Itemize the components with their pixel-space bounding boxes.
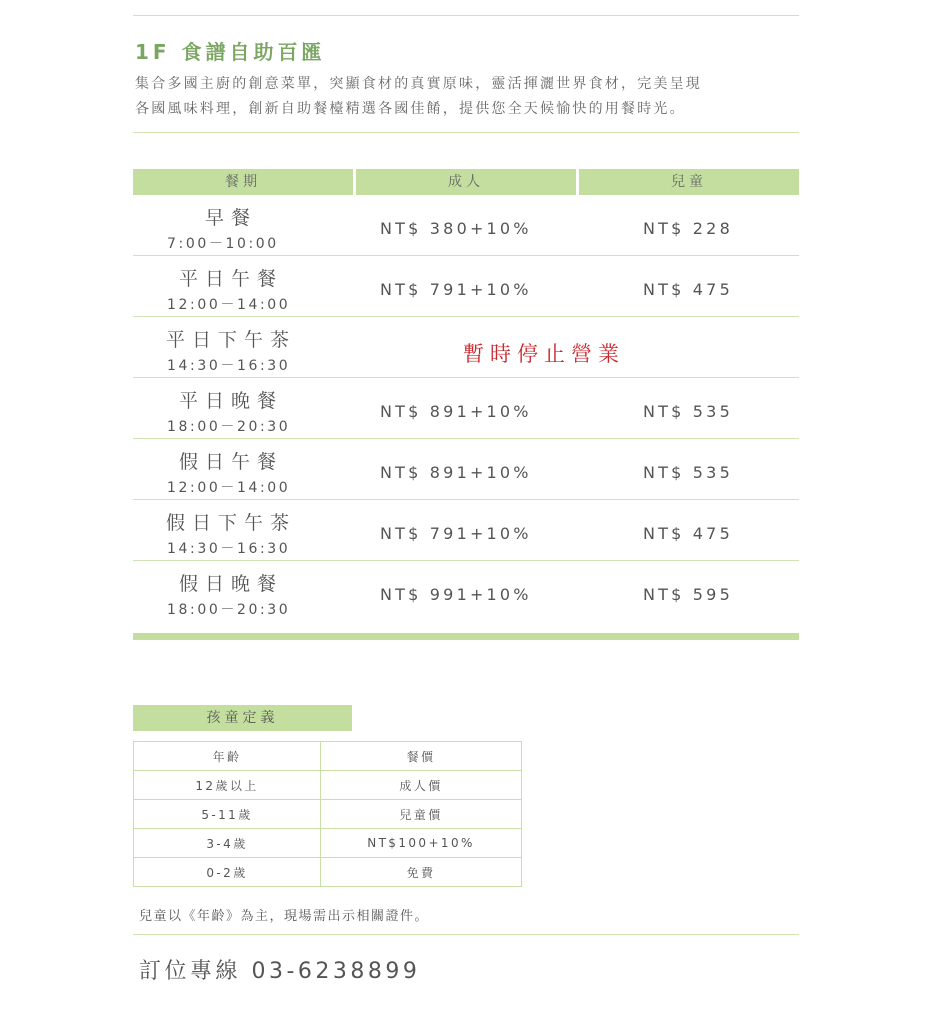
page-title: 1F 食譜自助百匯 <box>135 40 326 64</box>
header-meal-price: 餐價 <box>321 742 522 771</box>
reservation-hotline[interactable]: 訂位專線 03-6238899 <box>139 959 421 984</box>
table-row <box>134 858 522 887</box>
meal-time: 12:00－14:00 <box>167 297 291 313</box>
table-row <box>134 829 522 858</box>
meal-time: 18:00－20:30 <box>167 602 291 618</box>
price-row-weekday-afternoon-tea <box>133 317 799 378</box>
meal-time: 12:00－14:00 <box>167 480 291 496</box>
price-table-bottom-bar <box>133 633 799 640</box>
child-price: NT$ 535 <box>643 463 733 482</box>
meal-name: 平日午餐 <box>178 268 283 290</box>
meal-time: 14:30－16:30 <box>167 358 291 374</box>
child-definition-table <box>133 741 522 887</box>
closed-notice: 暫時停止營業 <box>463 342 625 366</box>
header-age: 年齡 <box>134 742 321 771</box>
child-definition-note: 兒童以《年齡》為主，現場需出示相關證件。 <box>139 909 430 924</box>
footer-divider <box>133 934 799 935</box>
price-cell: 免費 <box>321 858 522 887</box>
price-row-weekday-dinner <box>133 378 799 439</box>
table-row <box>134 800 522 829</box>
price-table-header <box>133 169 799 195</box>
adult-price: NT$ 791+10% <box>380 280 532 299</box>
top-divider <box>133 15 799 16</box>
price-table <box>133 169 799 627</box>
header-meal-period: 餐期 <box>133 169 353 195</box>
age-cell: 0-2歲 <box>134 858 321 887</box>
section-divider <box>133 132 799 133</box>
age-cell: 5-11歲 <box>134 800 321 829</box>
price-row-breakfast <box>133 195 799 256</box>
meal-time: 14:30－16:30 <box>167 541 291 557</box>
adult-price: NT$ 891+10% <box>380 463 532 482</box>
price-cell: 兒童價 <box>321 800 522 829</box>
meal-time: 18:00－20:30 <box>167 419 291 435</box>
restaurant-description <box>135 72 805 122</box>
table-row <box>134 742 522 771</box>
age-cell: 3-4歲 <box>134 829 321 858</box>
meal-name: 假日午餐 <box>178 451 283 473</box>
price-row-holiday-lunch <box>133 439 799 500</box>
adult-price: NT$ 380+10% <box>380 219 532 238</box>
header-child: 兒童 <box>579 169 799 195</box>
child-price: NT$ 595 <box>643 585 733 604</box>
description-line: 集合多國主廚的創意菜單，突顯食材的真實原味，靈活揮灑世界食材，完美呈現 <box>135 76 702 92</box>
child-price: NT$ 228 <box>643 219 733 238</box>
adult-price: NT$ 991+10% <box>380 585 532 604</box>
price-cell: NT$100+10% <box>321 829 522 858</box>
price-row-weekday-lunch <box>133 256 799 317</box>
meal-name: 平日晚餐 <box>178 390 283 412</box>
price-row-holiday-afternoon-tea <box>133 500 799 561</box>
meal-name: 假日下午茶 <box>165 512 296 534</box>
adult-price: NT$ 891+10% <box>380 402 532 421</box>
meal-name: 早餐 <box>204 207 257 229</box>
child-price: NT$ 475 <box>643 280 733 299</box>
meal-time: 7:00－10:00 <box>167 236 279 252</box>
child-definition-label: 孩童定義 <box>133 705 352 731</box>
price-row-holiday-dinner <box>133 561 799 627</box>
child-price: NT$ 475 <box>643 524 733 543</box>
price-cell: 成人價 <box>321 771 522 800</box>
child-price: NT$ 535 <box>643 402 733 421</box>
header-adult: 成人 <box>356 169 576 195</box>
age-cell: 12歲以上 <box>134 771 321 800</box>
description-line: 各國風味料理，創新自助餐檯精選各國佳餚，提供您全天候愉快的用餐時光。 <box>135 101 686 117</box>
meal-name: 平日下午茶 <box>165 329 296 351</box>
adult-price: NT$ 791+10% <box>380 524 532 543</box>
meal-name: 假日晚餐 <box>178 573 283 595</box>
table-row <box>134 771 522 800</box>
